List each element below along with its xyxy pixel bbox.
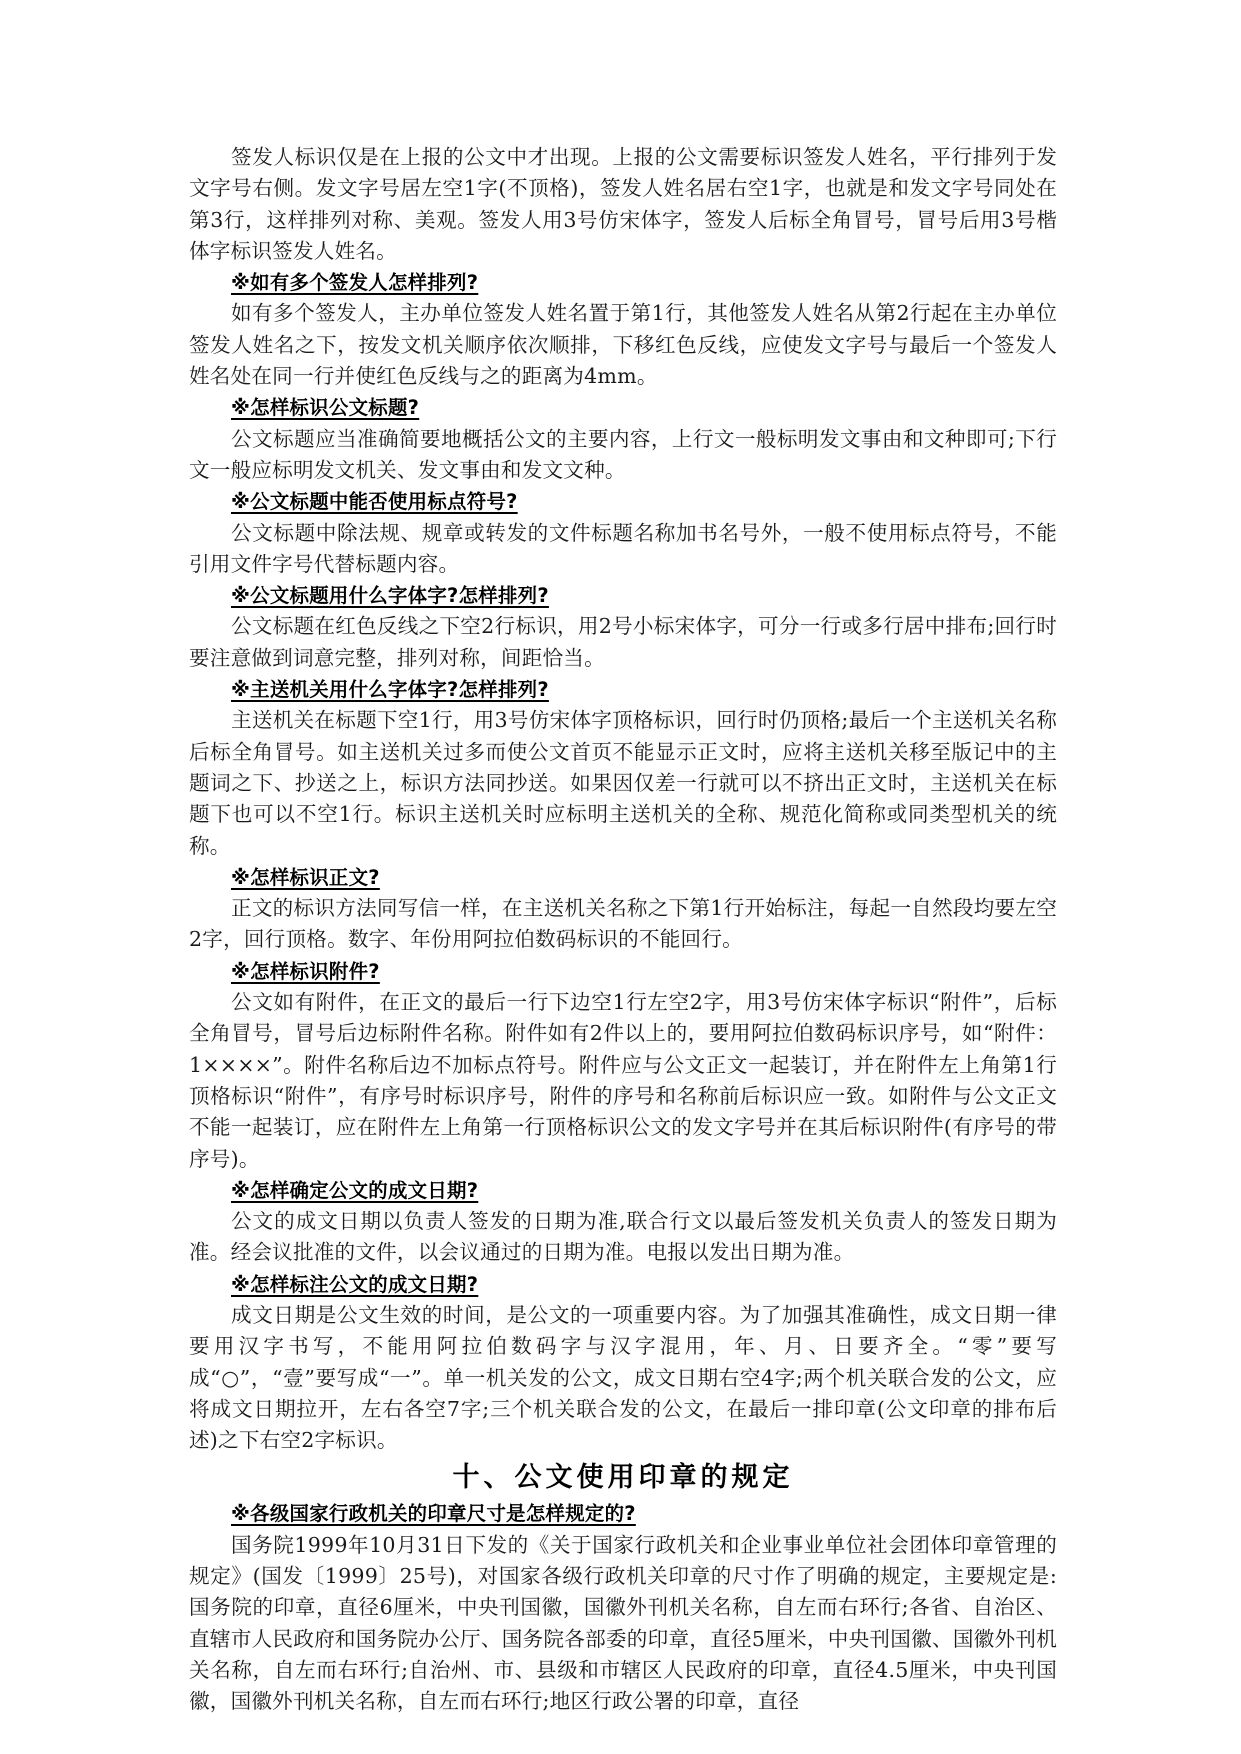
body-paragraph: 公文如有附件，在正文的最后一行下边空1行左空2字，用3号仿宋体字标识“附件”，后标全角冒号，冒号后边标附件名称。附件如有2件以上的，要用阿拉伯数码标识序号，如“附件：1××××”。附件名称后边不加标点符号。附件应与公文正文一起装订，并在附件左上角第1行顶格标识“附件”，有序号时标识序号，附件的序号和名称前后标识应一致。如附件与公文正文不能一起装订，应在附件左上角第一行顶格标识公文的发文字号并在其后标识附件(有序号的带序号)。 (189, 990, 1057, 1171)
body-paragraph: 公文标题在红色反线之下空2行标识，用2号小标宋体字，可分一行或多行居中排布;回行时要注意做到词意完整，排列对称，间距恰当。 (189, 614, 1057, 670)
body-paragraph: 签发人标识仅是在上报的公文中才出现。上报的公文需要标识签发人姓名，平行排列于发文字号右侧。发文字号居左空1字(不顶格)，签发人姓名居右空1字，也就是和发文字号同处在第3行，这样排列对称、美观。签发人用3号仿宋体字，签发人后标全角冒号，冒号后用3号楷体字标识签发人姓名。 (189, 145, 1057, 263)
question-heading: ※怎样标注公文的成文日期? (231, 1272, 479, 1296)
body-paragraph: 公文标题应当准确简要地概括公文的主要内容，上行文一般标明发文事由和文种即可;下行文一般应标明发文机关、发文事由和发文文种。 (189, 426, 1057, 482)
document-page (189, 142, 1057, 1718)
body-paragraph: 成文日期是公文生效的时间，是公文的一项重要内容。为了加强其准确性，成文日期一律要用汉字书写，不能用阿拉伯数码字与汉字混用，年、月、日要齐全。“零”要写成“○”，“壹”要写成“一”。单一机关发的公文，成文日期右空4字;两个机关联合发的公文，应将成文日期拉开，左右各空7字;三个机关联合发的公文，在最后一排印章(公文印章的排布后述)之下右空2字标识。 (189, 1302, 1057, 1453)
body-paragraph: 公文标题中除法规、规章或转发的文件标题名称加书名号外，一般不使用标点符号，不能引用文件字号代替标题内容。 (189, 520, 1057, 576)
question-heading: ※怎样标识正文? (231, 865, 380, 889)
question-heading: ※公文标题中能否使用标点符号? (231, 490, 518, 514)
question-heading: ※怎样标识附件? (231, 959, 380, 983)
section-heading: 十、公文使用印章的规定 (452, 1462, 794, 1494)
body-paragraph: 正文的标识方法同写信一样，在主送机关名称之下第1行开始标注，每起一自然段均要左空2字，回行顶格。数字、年份用阿拉伯数码标识的不能回行。 (189, 896, 1057, 952)
question-heading: ※各级国家行政机关的印章尺寸是怎样规定的? (231, 1502, 636, 1526)
question-heading: ※主送机关用什么字体字?怎样排列? (231, 678, 549, 702)
body-paragraph: 公文的成文日期以负责人签发的日期为准,联合行文以最后签发机关负责人的签发日期为准。经会议批准的文件，以会议通过的日期为准。电报以发出日期为准。 (189, 1209, 1057, 1265)
question-heading: ※怎样确定公文的成文日期? (231, 1178, 479, 1202)
body-paragraph: 国务院1999年10月31日下发的《关于国家行政机关和企业事业单位社会团体印章管理的规定》(国发〔1999〕25号)，对国家各级行政机关印章的尺寸作了明确的规定，主要规定是:国务院的印章，直径6厘米，中央刊国徽，国徽外刊机关名称，自左而右环行;各省、自治区、直辖市人民政府和国务院办公厅、国务院各部委的印章，直径5厘米，中央刊国徽、国徽外刊机关名称，自左而右环行;自治州、市、县级和市辖区人民政府的印章，直径4.5厘米，中央刊国徽，国徽外刊机关名称，自左而右环行;地区行政公署的印章，直径 (189, 1532, 1057, 1714)
body-paragraph: 主送机关在标题下空1行，用3号仿宋体字顶格标识，回行时仍顶格;最后一个主送机关名称后标全角冒号。如主送机关过多而使公文首页不能显示正文时，应将主送机关移至版记中的主题词之下、抄送之上，标识方法同抄送。如果因仅差一行就可以不挤出正文时，主送机关在标题下也可以不空1行。标识主送机关时应标明主送机关的全称、规范化简称或同类型机关的统称。 (189, 708, 1057, 858)
question-heading: ※怎样标识公文标题? (231, 396, 420, 420)
question-heading: ※公文标题用什么字体字?怎样排列? (231, 584, 549, 608)
body-paragraph: 如有多个签发人，主办单位签发人姓名置于第1行，其他签发人姓名从第2行起在主办单位签发人姓名之下，按发文机关顺序依次顺排，下移红色反线，应使发文字号与最后一个签发人姓名处在同一行并使红色反线与之的距离为4mm。 (189, 301, 1057, 389)
question-heading: ※如有多个签发人怎样排列? (231, 271, 479, 295)
